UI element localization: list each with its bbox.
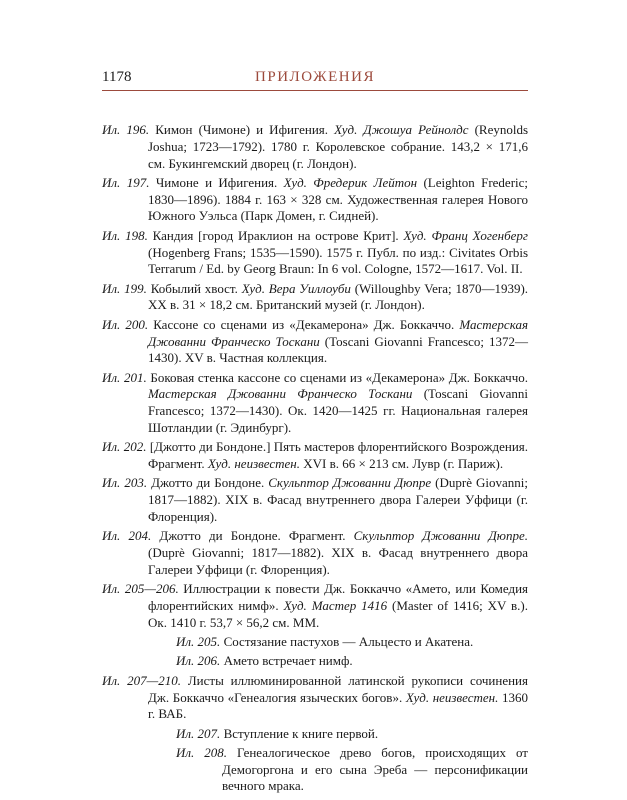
entry-title: [Джотто ди Бондоне.] Пять мастеров флорентийского Возрождения. Фрагмент. <box>148 439 529 472</box>
entry-207-210 <box>102 673 528 723</box>
entry-details: (Duprè Giovanni; 1817—1882). XIX в. Фасад внутреннего двора Галереи Уффици (г. Флоренция). <box>148 475 528 525</box>
subentry-205 <box>102 634 528 651</box>
entry-details: (Toscani Giovanni Francesco; 1372—1430). Ок. 1420—1425 гг. Национальная галерея Шотландии (г. Эдинбург). <box>148 386 528 436</box>
entry-details: XVI в. 66 × 213 см. Лувр (г. Париж). <box>300 456 504 472</box>
entry-label: Ил. 202. <box>102 439 147 455</box>
entry-label: Ил. 207—210. <box>102 672 181 688</box>
entry-details: (Reynolds Joshua; 1723—1792). 1780 г. Королевское собрание. 143,2 × 171,6 см. Букингемский дворец (г. Лондон). <box>148 122 529 171</box>
entry-200 <box>102 317 528 367</box>
entry-author: Скульптор Джованни Дюпре. <box>353 528 528 544</box>
entry-label: Ил. 197. <box>102 174 150 190</box>
entry-201 <box>102 370 528 437</box>
entry-label: Ил. 196. <box>102 122 150 137</box>
entry-204 <box>102 528 528 578</box>
entry-author: Худ. Франц Хогенберг <box>403 227 528 243</box>
subentry-208 <box>102 745 528 795</box>
entry-details: (Hogenberg Frans; 1535—1590). 1575 г. Публ. по изд.: Civitates Orbis Terrarum / Ed. by Georg Braun: In 6 vol. Cologne, 1572—1617. Vol. II. <box>148 244 528 277</box>
entry-202 <box>102 439 528 473</box>
entry-title: Листы иллюминированной латинской рукописи сочинения Дж. Боккаччо «Генеалогия языческих богов». <box>148 672 528 705</box>
entry-title: Джотто ди Бондоне. Фрагмент. <box>159 528 354 544</box>
entry-author: Худ. неизвестен. <box>405 689 499 705</box>
entry-203 <box>102 475 528 525</box>
entry-author: Худ. Фредерик Лейтон <box>283 174 418 190</box>
entry-author: Худ. неизвестен. <box>207 456 301 472</box>
running-head: ПРИЛОЖЕНИЯ <box>255 69 375 85</box>
entry-label: Ил. 201. <box>102 369 147 385</box>
entry-details: (Toscani Giovanni Francesco; 1372—1430). XV в. Частная коллекция. <box>148 333 529 366</box>
entry-label: Ил. 208. <box>176 744 228 760</box>
entry-title: Генеалогическое древо богов, происходящих от Демогоргона и его сына Эреба — персонификации вечного мрака. <box>222 744 528 794</box>
entry-title: Состязание пастухов — Альцесто и Акатена. <box>223 634 474 650</box>
entry-label: Ил. 205—206. <box>102 581 179 597</box>
page-header <box>102 67 528 87</box>
entry-197 <box>102 175 528 225</box>
entry-198 <box>102 228 528 278</box>
entry-title: Кассоне со сценами из «Декамерона» Дж. Боккаччо. <box>153 316 460 332</box>
entry-author: Худ. Джошуа Рейнолдс <box>334 122 469 137</box>
entry-details: (Willoughby Vera; 1870—1939). XX в. 31 × 18,2 см. Британский музей (г. Лондон). <box>148 280 529 313</box>
entry-title: Кимон (Чимоне) и Ифигения. <box>155 122 335 137</box>
entry-label: Ил. 200. <box>102 316 149 332</box>
entry-label: Ил. 199. <box>102 280 147 296</box>
entry-title: Кандия [город Ираклион на острове Крит]. <box>152 227 404 243</box>
entry-details: (Leighton Frederic; 1830—1896). 1884 г. 163 × 328 см. Художественная галерея Нового Южного Уэльса (Парк Домен, г. Сидней). <box>148 174 529 224</box>
entry-title: Кобылий хвост. <box>150 280 242 296</box>
subentry-207 <box>102 726 528 743</box>
entry-label: Ил. 204. <box>102 528 152 544</box>
entry-205-206 <box>102 581 528 631</box>
entry-196 <box>102 122 528 172</box>
entry-199 <box>102 281 528 315</box>
entry-label: Ил. 205. <box>176 634 221 650</box>
entry-author: Худ. Мастер 1416 <box>283 598 388 614</box>
entry-title: Иллюстрации к повести Дж. Боккаччо «Амето, или Комедия флорентийских нимф». <box>148 581 529 614</box>
entry-author: Скульптор Джованни Дюпре <box>268 475 432 491</box>
page-number: 1178 <box>102 69 132 85</box>
subentry-206 <box>102 653 528 670</box>
entry-title: Джотто ди Бондоне. <box>151 475 269 491</box>
entry-title: Вступление к книге первой. <box>223 725 379 741</box>
entry-author: Мастерская Джованни Франческо Тоскани <box>148 316 529 349</box>
entry-title: Боковая стенка кассоне со сценами из «Декамерона» Дж. Боккаччо. <box>150 369 528 385</box>
entry-title: Амето встречает нимф. <box>223 653 353 669</box>
entry-label: Ил. 198. <box>102 227 148 243</box>
entry-details: 1360 г. ВАБ. <box>148 689 529 722</box>
entry-details: (Master of 1416; XV в.). Ок. 1410 г. 53,7 × 56,2 см. ММ. <box>148 598 528 630</box>
entry-label: Ил. 207. <box>176 725 221 741</box>
entry-author: Худ. Вера Уиллоуби <box>241 280 351 296</box>
entry-title: Чимоне и Ифигения. <box>155 174 284 190</box>
entry-details: (Duprè Giovanni; 1817—1882). XIX в. Фасад внутреннего двора Галереи Уффици (г. Флоренция). <box>148 545 528 577</box>
illustration-list <box>102 122 528 798</box>
header-rule <box>102 90 528 91</box>
entry-label: Ил. 206. <box>176 653 221 669</box>
entry-label: Ил. 203. <box>102 475 148 491</box>
entry-author: Мастерская Джованни Франческо Тоскани <box>148 386 413 402</box>
